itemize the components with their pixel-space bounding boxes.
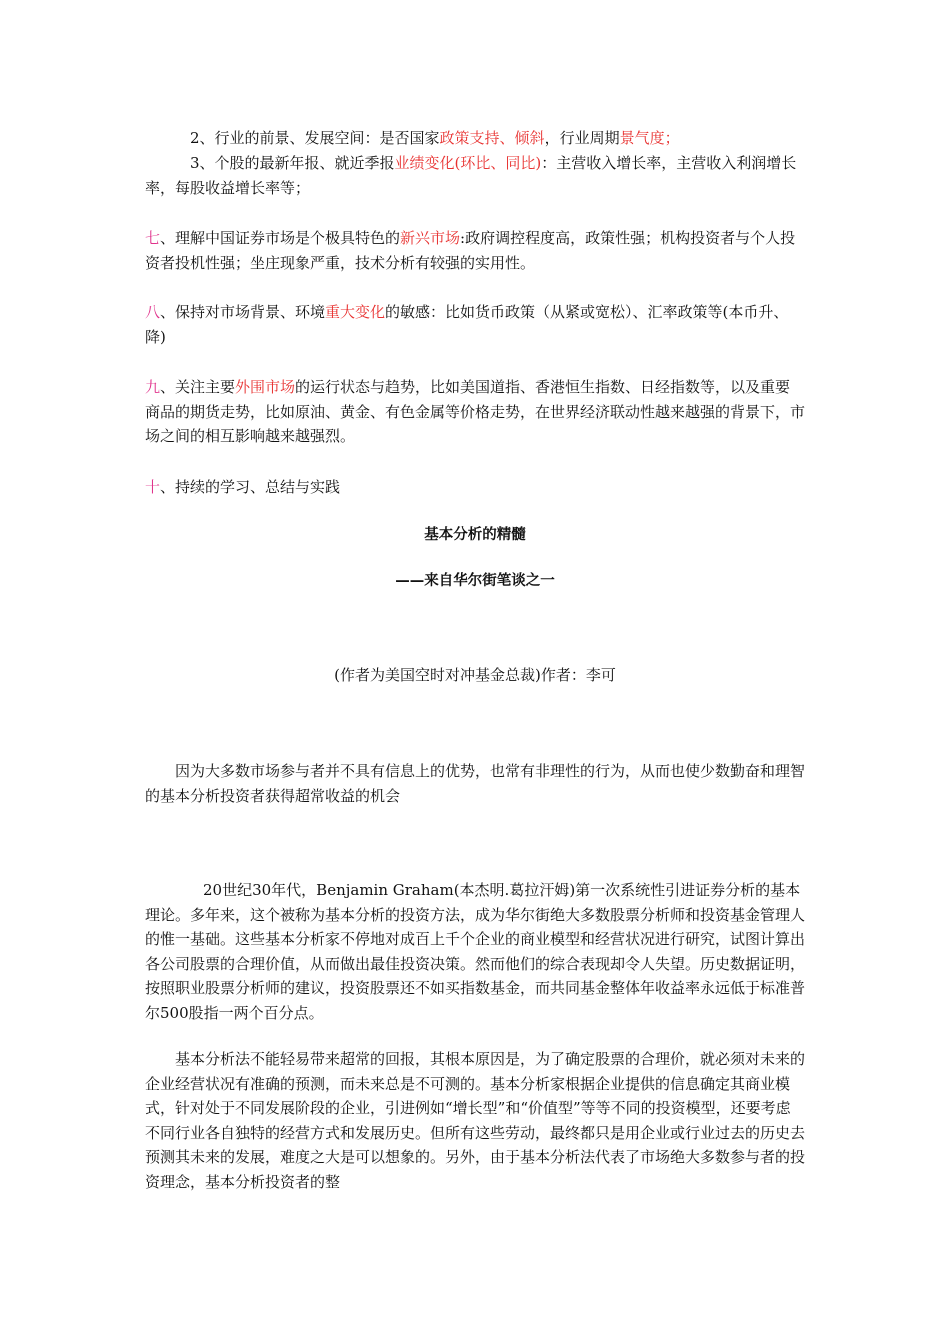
paragraph-item-seven [145, 226, 805, 275]
highlight-prosperity: 景气度； [619, 129, 680, 147]
text: 的敏感：比如货币政策（从紧或宽松）、汇率政策等(本币升、降) [145, 303, 789, 346]
text: ，行业周期 [544, 129, 620, 147]
text: :政府调控程度高，政策性强；机构投资者与个人投资者投机性强；坐庄现象严重，技术分析有较强的实用性。 [145, 229, 796, 272]
highlight-performance-change: 业绩变化(环比、同比) [394, 154, 542, 172]
highlight-policy-support: 政策支持、倾斜 [439, 129, 545, 147]
item-number: 十 [145, 478, 161, 496]
paragraph-industry-outlook [145, 126, 805, 151]
item-number: 九 [145, 378, 161, 396]
item-number: 八 [145, 303, 161, 321]
paragraph-stock-reports [145, 151, 805, 200]
text: 3、个股的最新年报、就近季报 [190, 154, 395, 172]
article-subtitle: ——来自华尔街笔谈之一 [395, 573, 555, 589]
highlight-major-change: 重大变化 [325, 303, 386, 321]
text: ：主营收入增长率，主营收入利润增长率，每股收益增长率等； [145, 154, 797, 197]
text: 、持续的学习、总结与实践 [160, 478, 341, 496]
article-lead: 因为大多数市场参与者并不具有信息上的优势，也常有非理性的行为，从而也使少数勤奋和理智的基本分析投资者获得超常收益的机会 [145, 762, 806, 805]
text: 的运行状态与趋势，比如美国道指、香港恒生指数、日经指数等，以及重要商品的期货走势，比如原油、黄金、有色金属等价格走势，在世界经济联动性越来越强的背景下，市场之间的相互影响越来越强烈。 [145, 378, 806, 445]
paragraph-item-eight [145, 300, 805, 349]
highlight-external-market: 外围市场 [235, 378, 296, 396]
text: 2、行业的前景、发展空间：是否国家 [190, 129, 440, 147]
article-author: (作者为美国空时对冲基金总裁)作者：李可 [334, 666, 616, 684]
text: 、保持对市场背景、环境 [160, 303, 326, 321]
article-title: 基本分析的精髓 [424, 527, 526, 543]
article-paragraph-2: 基本分析法不能轻易带来超常的回报，其根本原因是，为了确定股票的合理价，就必须对未来的企业经营状况有准确的预测，而未来总是不可测的。基本分析家根据企业提供的信息确定其商业模式，针对处于不同发展阶段的企业，引进例如“增长型”和“价值型”等等不同的投资模型，还要考虑不同行业各自独特的经营方式和发展历史。但所有这些劳动，最终都只是用企业或行业过去的历史去预测其未来的发展，难度之大是可以想象的。另外，由于基本分析法代表了市场绝大多数参与者的投资理念，基本分析投资者的整 [145, 1050, 806, 1191]
paragraph-item-ten [145, 475, 805, 500]
paragraph-item-nine [145, 375, 805, 449]
item-number: 七 [145, 229, 161, 247]
highlight-emerging-market: 新兴市场 [400, 229, 461, 247]
text: 、关注主要 [160, 378, 236, 396]
article-paragraph-1: 20世纪30年代，Benjamin Graham(本杰明.葛拉汗姆)第一次系统性引进证券分析的基本理论。多年来，这个被称为基本分析的投资方法，成为华尔街绝大多数股票分析师和投资基金管理人的惟一基础。这些基本分析家不停地对成百上千个企业的商业模型和经营状况进行研究，试图计算出各公司股票的合理价值，从而做出最佳投资决策。然而他们的综合表现却令人失望。历史数据证明，按照职业股票分析师的建议，投资股票还不如买指数基金，而共同基金整体年收益率永远低于标准普尔500股指一两个百分点。 [145, 881, 806, 1022]
text: 、理解中国证券市场是个极具特色的 [160, 229, 401, 247]
